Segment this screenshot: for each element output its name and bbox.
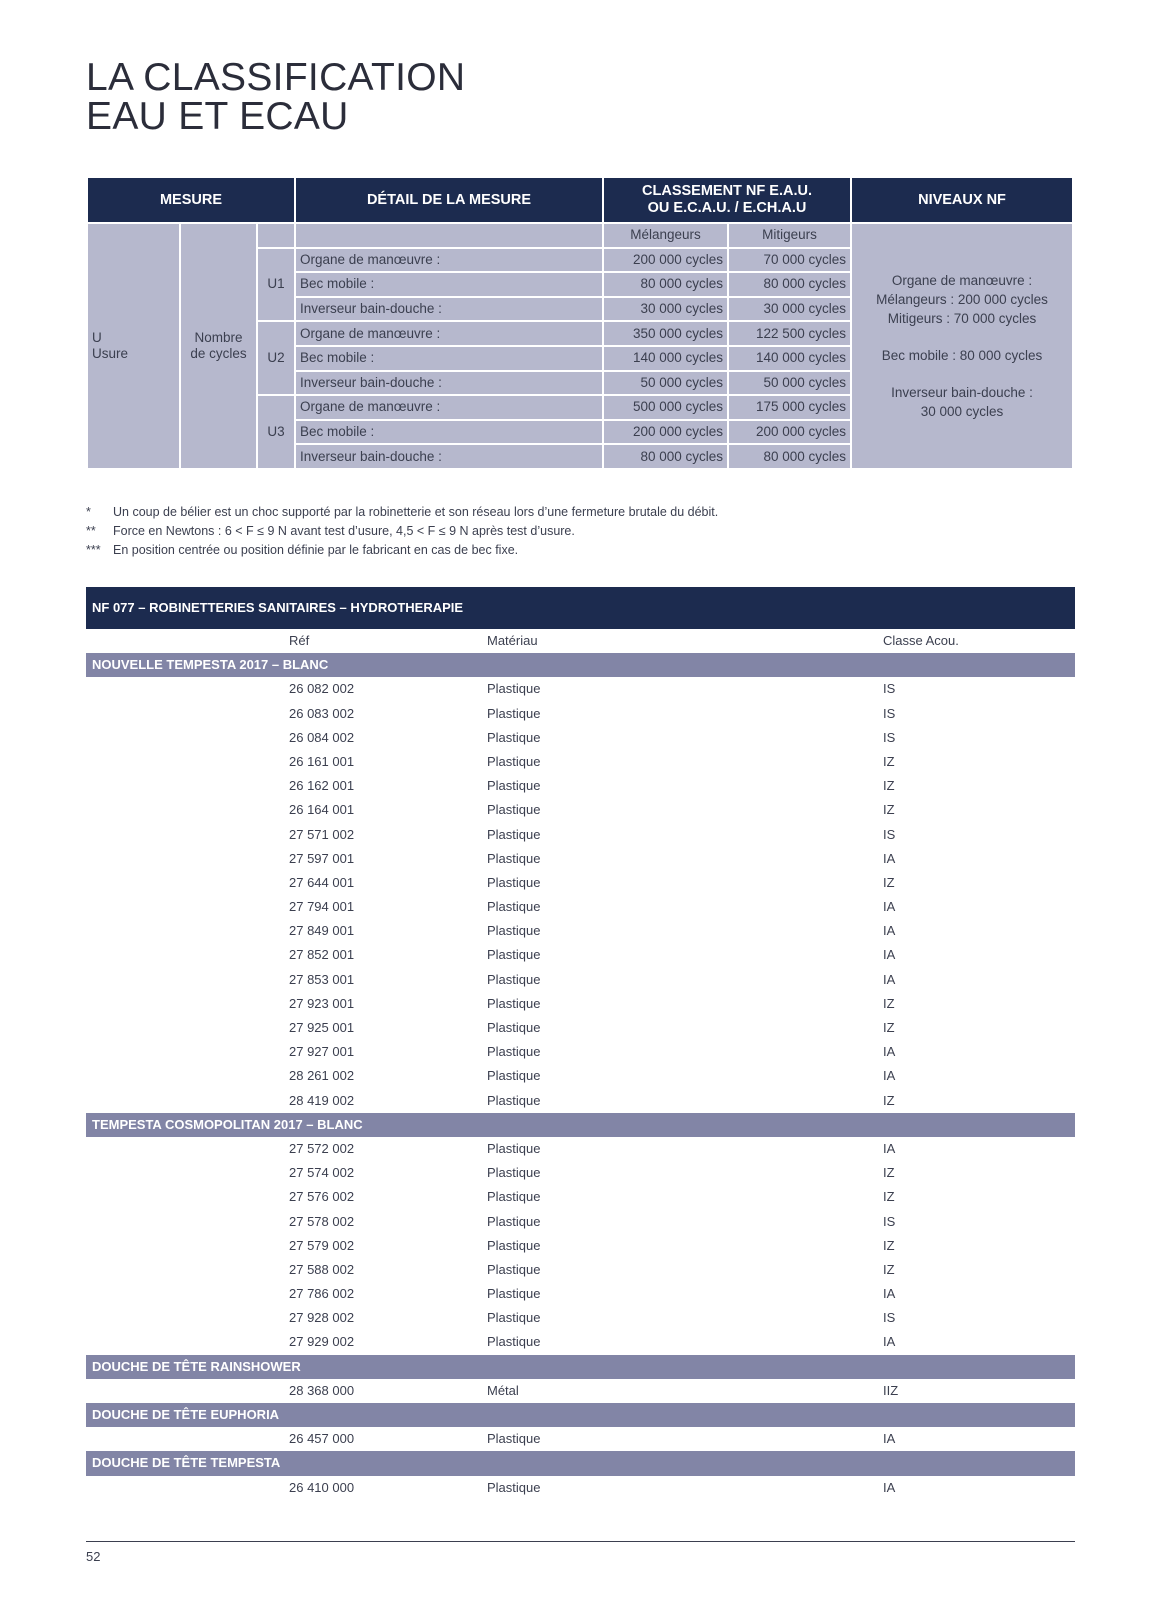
ref-cell: 27 588 002	[289, 1261, 355, 1277]
table-row	[86, 774, 1075, 798]
class-cell: IA	[883, 1431, 896, 1447]
ref-cell: 27 576 002	[289, 1189, 355, 1205]
ref-cell: 27 853 001	[289, 971, 355, 987]
material-cell: Plastique	[487, 1479, 541, 1495]
table-row	[86, 1064, 1075, 1088]
detail-cell: Inverseur bain-douche :	[295, 371, 603, 396]
mitigeurs-cell: 80 000 cycles	[728, 272, 851, 297]
class-cell: IS	[883, 1213, 896, 1229]
ref-cell: 26 162 001	[289, 778, 355, 794]
empty-cell	[257, 223, 295, 248]
detail-cell: Organe de manœuvre :	[295, 248, 603, 273]
ref-cell: 27 571 002	[289, 826, 355, 842]
material-cell: Plastique	[487, 995, 541, 1011]
material-cell: Plastique	[487, 826, 541, 842]
class-cell: IIZ	[883, 1382, 899, 1398]
detail-cell: Inverseur bain-douche :	[295, 297, 603, 322]
melangeurs-cell: 500 000 cycles	[603, 395, 728, 420]
niveaux-inverseur-label: Inverseur bain-douche :	[891, 384, 1033, 400]
table-row	[86, 1427, 1075, 1451]
class-cell: IZ	[883, 1092, 895, 1108]
ref-cell: 27 849 001	[289, 923, 355, 939]
level-u2: U2	[257, 321, 295, 395]
class-cell: IA	[883, 1334, 896, 1350]
melangeurs-cell: 80 000 cycles	[603, 444, 728, 469]
column-header-row	[86, 629, 1075, 653]
niveaux-inverseur	[856, 383, 1068, 421]
detail-cell: Bec mobile :	[295, 272, 603, 297]
table-row	[86, 943, 1075, 967]
material-cell: Plastique	[487, 1261, 541, 1277]
class-cell: IZ	[883, 874, 895, 890]
footnotes	[86, 503, 718, 560]
table-row	[86, 1089, 1075, 1113]
material-cell: Plastique	[487, 1044, 541, 1060]
table-row	[86, 750, 1075, 774]
class-cell: IZ	[883, 1165, 895, 1181]
table-row	[86, 968, 1075, 992]
ref-cell: 27 579 002	[289, 1237, 355, 1253]
table-row	[86, 798, 1075, 822]
ref-cell: 27 644 001	[289, 874, 355, 890]
header-niveaux: NIVEAUX NF	[851, 177, 1073, 223]
header-detail: DÉTAIL DE LA MESURE	[295, 177, 603, 223]
footnote-text: Un coup de bélier est un choc supporté par la robinetterie et son réseau lors d’une fermeture brutale du débit.	[113, 505, 719, 519]
ref-cell: 26 084 002	[289, 729, 355, 745]
material-cell: Plastique	[487, 1165, 541, 1181]
page-title	[86, 58, 465, 136]
ref-cell: 28 368 000	[289, 1382, 355, 1398]
material-cell: Plastique	[487, 923, 541, 939]
material-cell: Plastique	[487, 802, 541, 818]
mesure-type-line-1: Nombre	[194, 329, 243, 345]
mitigeurs-cell: 80 000 cycles	[728, 444, 851, 469]
header-classement	[603, 177, 851, 223]
table-row	[86, 895, 1075, 919]
table-row	[86, 726, 1075, 750]
class-cell: IA	[883, 971, 896, 987]
ref-cell: 28 419 002	[289, 1092, 355, 1108]
ref-cell: 27 572 002	[289, 1140, 355, 1156]
column-material: Matériau	[487, 633, 538, 648]
class-cell: IA	[883, 899, 896, 915]
column-ref: Réf	[289, 633, 310, 648]
class-cell: IA	[883, 1479, 896, 1495]
header-classement-line-2: OU E.C.A.U. / E.CH.A.U	[647, 200, 807, 216]
table-row	[86, 919, 1075, 943]
material-cell: Plastique	[487, 1068, 541, 1084]
footnote-mark: *	[86, 505, 91, 519]
hydrotherapy-table-title: NF 077 – ROBINETTERIES SANITAIRES – HYDROTHERAPIE	[86, 587, 1075, 629]
class-cell: IZ	[883, 802, 895, 818]
melangeurs-cell: 30 000 cycles	[603, 297, 728, 322]
mitigeurs-cell: 70 000 cycles	[728, 248, 851, 273]
class-cell: IZ	[883, 1189, 895, 1205]
ref-cell: 27 923 001	[289, 995, 355, 1011]
material-cell: Plastique	[487, 681, 541, 697]
hydrotherapy-table-body	[86, 653, 1075, 1500]
product-group-header: DOUCHE DE TÊTE EUPHORIA	[86, 1403, 1075, 1427]
niveaux-organe-melangeurs: Mélangeurs : 200 000 cycles	[876, 291, 1048, 307]
table-row	[86, 1210, 1075, 1234]
table-row	[86, 1040, 1075, 1064]
ref-cell: 27 794 001	[289, 899, 355, 915]
mitigeurs-cell: 50 000 cycles	[728, 371, 851, 396]
page-number: 52	[86, 1549, 101, 1564]
ref-cell: 27 927 001	[289, 1044, 355, 1060]
material-cell: Plastique	[487, 753, 541, 769]
footnote-text: Force en Newtons : 6 < F ≤ 9 N avant test d’usure, 4,5 < F ≤ 9 N après test d’usure.	[113, 524, 575, 538]
table-row	[86, 1258, 1075, 1282]
material-cell: Plastique	[487, 1334, 541, 1350]
column-class: Classe Acou.	[883, 633, 959, 648]
level-u1: U1	[257, 248, 295, 322]
material-cell: Plastique	[487, 850, 541, 866]
niveaux-bec: Bec mobile : 80 000 cycles	[881, 347, 1043, 363]
material-cell: Plastique	[487, 1140, 541, 1156]
subheader-melangeurs: Mélangeurs	[603, 223, 728, 248]
material-cell: Plastique	[487, 1092, 541, 1108]
level-u3: U3	[257, 395, 295, 469]
footnote-mark: ***	[86, 543, 101, 557]
material-cell: Plastique	[487, 971, 541, 987]
detail-cell: Organe de manœuvre :	[295, 321, 603, 346]
class-cell: IZ	[883, 995, 895, 1011]
table-row	[86, 847, 1075, 871]
melangeurs-cell: 350 000 cycles	[603, 321, 728, 346]
table-row	[86, 702, 1075, 726]
melangeurs-cell: 50 000 cycles	[603, 371, 728, 396]
detail-cell: Bec mobile :	[295, 346, 603, 371]
page-title-line-2: EAU ET ECAU	[86, 95, 349, 138]
class-cell: IA	[883, 1068, 896, 1084]
table-row	[86, 1330, 1075, 1354]
product-group-header: DOUCHE DE TÊTE TEMPESTA	[86, 1451, 1075, 1475]
mitigeurs-cell: 200 000 cycles	[728, 420, 851, 445]
ref-cell: 27 925 001	[289, 1020, 355, 1035]
niveaux-inverseur-value: 30 000 cycles	[920, 403, 1004, 419]
class-cell: IZ	[883, 1237, 895, 1253]
table-row	[86, 992, 1075, 1016]
table-row	[86, 871, 1075, 895]
ref-cell: 27 597 001	[289, 850, 355, 866]
ref-cell: 28 261 002	[289, 1068, 355, 1084]
class-cell: IZ	[883, 778, 895, 794]
class-cell: IA	[883, 947, 896, 963]
table-row	[86, 677, 1075, 701]
table-row	[86, 1306, 1075, 1330]
table-row	[86, 1016, 1075, 1040]
ref-cell: 27 929 002	[289, 1334, 355, 1350]
ref-cell: 27 574 002	[289, 1165, 355, 1181]
material-cell: Plastique	[487, 705, 541, 721]
class-cell: IZ	[883, 1020, 895, 1035]
mesure-name: Usure	[92, 345, 129, 361]
material-cell: Plastique	[487, 899, 541, 915]
table-row	[86, 1137, 1075, 1161]
class-cell: IZ	[883, 753, 895, 769]
footnote	[86, 522, 718, 541]
class-cell: IS	[883, 826, 896, 842]
class-cell: IS	[883, 729, 896, 745]
material-cell: Plastique	[487, 1286, 541, 1302]
material-cell: Plastique	[487, 1310, 541, 1326]
table-row	[86, 1185, 1075, 1209]
ref-cell: 26 161 001	[289, 753, 355, 769]
niveaux-organe-label: Organe de manœuvre :	[891, 272, 1033, 288]
mesure-code: U	[92, 329, 102, 345]
class-cell: IZ	[883, 1261, 895, 1277]
product-group-header: DOUCHE DE TÊTE RAINSHOWER	[86, 1355, 1075, 1379]
melangeurs-cell: 140 000 cycles	[603, 346, 728, 371]
detail-cell: Organe de manœuvre :	[295, 395, 603, 420]
table-row	[86, 1476, 1075, 1500]
melangeurs-cell: 80 000 cycles	[603, 272, 728, 297]
mitigeurs-cell: 122 500 cycles	[728, 321, 851, 346]
detail-cell: Bec mobile :	[295, 420, 603, 445]
hydrotherapy-table	[86, 587, 1075, 1500]
melangeurs-cell: 200 000 cycles	[603, 420, 728, 445]
class-cell: IS	[883, 705, 896, 721]
table-row	[86, 1234, 1075, 1258]
ref-cell: 26 083 002	[289, 705, 355, 721]
footer-divider	[86, 1541, 1075, 1542]
material-cell: Plastique	[487, 729, 541, 745]
material-cell: Métal	[487, 1382, 519, 1398]
material-cell: Plastique	[487, 778, 541, 794]
class-cell: IA	[883, 923, 896, 939]
material-cell: Plastique	[487, 1189, 541, 1205]
mitigeurs-cell: 30 000 cycles	[728, 297, 851, 322]
material-cell: Plastique	[487, 1213, 541, 1229]
subheader-row	[87, 223, 1073, 248]
class-cell: IA	[883, 850, 896, 866]
material-cell: Plastique	[487, 874, 541, 890]
material-cell: Plastique	[487, 1020, 541, 1035]
ref-cell: 26 410 000	[289, 1479, 355, 1495]
mesure-code-cell	[87, 223, 180, 469]
detail-cell: Inverseur bain-douche :	[295, 444, 603, 469]
material-cell: Plastique	[487, 1431, 541, 1447]
niveaux-organe	[856, 271, 1068, 328]
class-cell: IA	[883, 1044, 896, 1060]
header-mesure: MESURE	[87, 177, 295, 223]
mitigeurs-cell: 140 000 cycles	[728, 346, 851, 371]
product-group-header: NOUVELLE TEMPESTA 2017 – BLANC	[86, 653, 1075, 677]
class-cell: IA	[883, 1286, 896, 1302]
header-classement-line-1: CLASSEMENT NF E.A.U.	[642, 183, 812, 199]
subheader-mitigeurs: Mitigeurs	[728, 223, 851, 248]
ref-cell: 27 786 002	[289, 1286, 355, 1302]
table-row	[86, 1161, 1075, 1185]
mesure-type-cell	[180, 223, 257, 469]
class-cell: IS	[883, 1310, 896, 1326]
niveaux-organe-mitigeurs: Mitigeurs : 70 000 cycles	[887, 310, 1037, 326]
ref-cell: 27 928 002	[289, 1310, 355, 1326]
table-row	[86, 1282, 1075, 1306]
ref-cell: 27 578 002	[289, 1213, 355, 1229]
mesure-type-line-2: de cycles	[190, 345, 247, 361]
class-cell: IS	[883, 681, 896, 697]
ref-cell: 26 164 001	[289, 802, 355, 818]
ref-cell: 26 082 002	[289, 681, 355, 697]
niveaux-cell	[851, 223, 1073, 469]
product-group-header: TEMPESTA COSMOPOLITAN 2017 – BLANC	[86, 1113, 1075, 1137]
material-cell: Plastique	[487, 947, 541, 963]
empty-cell	[295, 223, 603, 248]
footnote-text: En position centrée ou position définie par le fabricant en cas de bec fixe.	[113, 543, 519, 557]
ref-cell: 26 457 000	[289, 1431, 355, 1447]
footnote	[86, 541, 718, 560]
melangeurs-cell: 200 000 cycles	[603, 248, 728, 273]
table-row	[86, 1379, 1075, 1403]
page-title-line-1: LA CLASSIFICATION	[86, 56, 466, 99]
footnote	[86, 503, 718, 522]
class-cell: IA	[883, 1140, 896, 1156]
classification-header-row	[87, 177, 1073, 223]
material-cell: Plastique	[487, 1237, 541, 1253]
ref-cell: 27 852 001	[289, 947, 355, 963]
table-row	[86, 823, 1075, 847]
mitigeurs-cell: 175 000 cycles	[728, 395, 851, 420]
classification-table	[86, 176, 1074, 470]
footnote-mark: **	[86, 524, 96, 538]
